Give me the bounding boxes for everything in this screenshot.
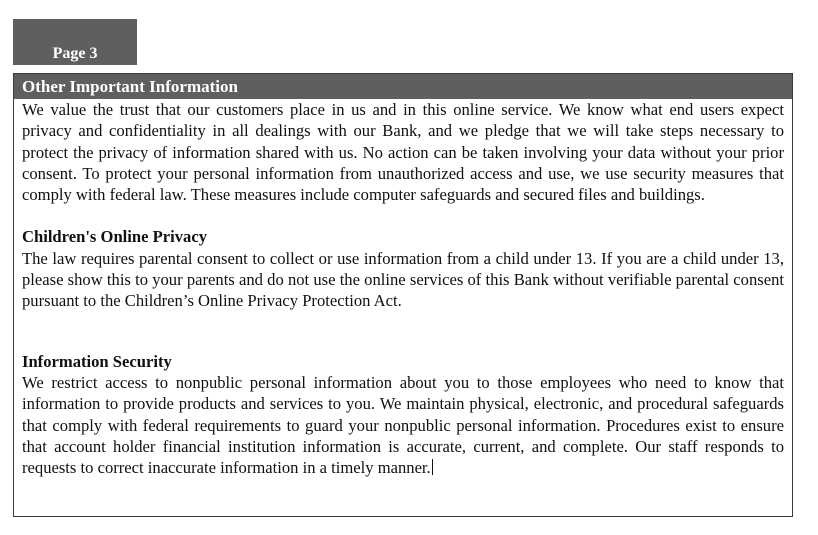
info-panel	[13, 73, 793, 517]
section-spacer	[22, 312, 784, 351]
section-spacer	[22, 205, 784, 226]
section-body-childrens-privacy: The law requires parental consent to collect or use information from a child under 13. If you are a child under 13, please show this to your parents and do not use the online services of this Bank without verifiable parental consent pursuant to the Children’s Online Privacy Protection Act.	[22, 248, 784, 311]
panel-header: Other Important Information	[14, 74, 792, 99]
section-title-childrens-privacy: Children's Online Privacy	[22, 227, 208, 247]
section-body-text: We restrict access to nonpublic personal information about you to those employees who need to know that information to provide products and services to you. We maintain physical, electronic, and procedural safeguards that comply with federal requirements to guard your nonpublic personal information. Procedures exist to ensure that account holder financial institution information is accurate, current, and complete. Our staff responds to requests to correct inaccurate information in a timely manner.	[22, 372, 784, 478]
panel-body[interactable]	[14, 99, 792, 478]
section-title-information-security: Information Security	[22, 351, 172, 371]
intro-paragraph: We value the trust that our customers place in us and in this online service. We know what end users expect privacy and confidentiality in all dealings with our Bank, and we pledge that we will take steps necessary to protect the privacy of information shared with us. No action can be taken involving your data without your prior consent. To protect your personal information from unauthorized access and use, we use security measures that comply with federal law. These measures include computer safeguards and secured files and buildings.	[22, 100, 784, 205]
page-number-tab	[13, 19, 137, 65]
page-number-label: Page 3	[52, 45, 98, 62]
section-body-information-security	[22, 372, 784, 478]
text-cursor	[432, 459, 433, 475]
